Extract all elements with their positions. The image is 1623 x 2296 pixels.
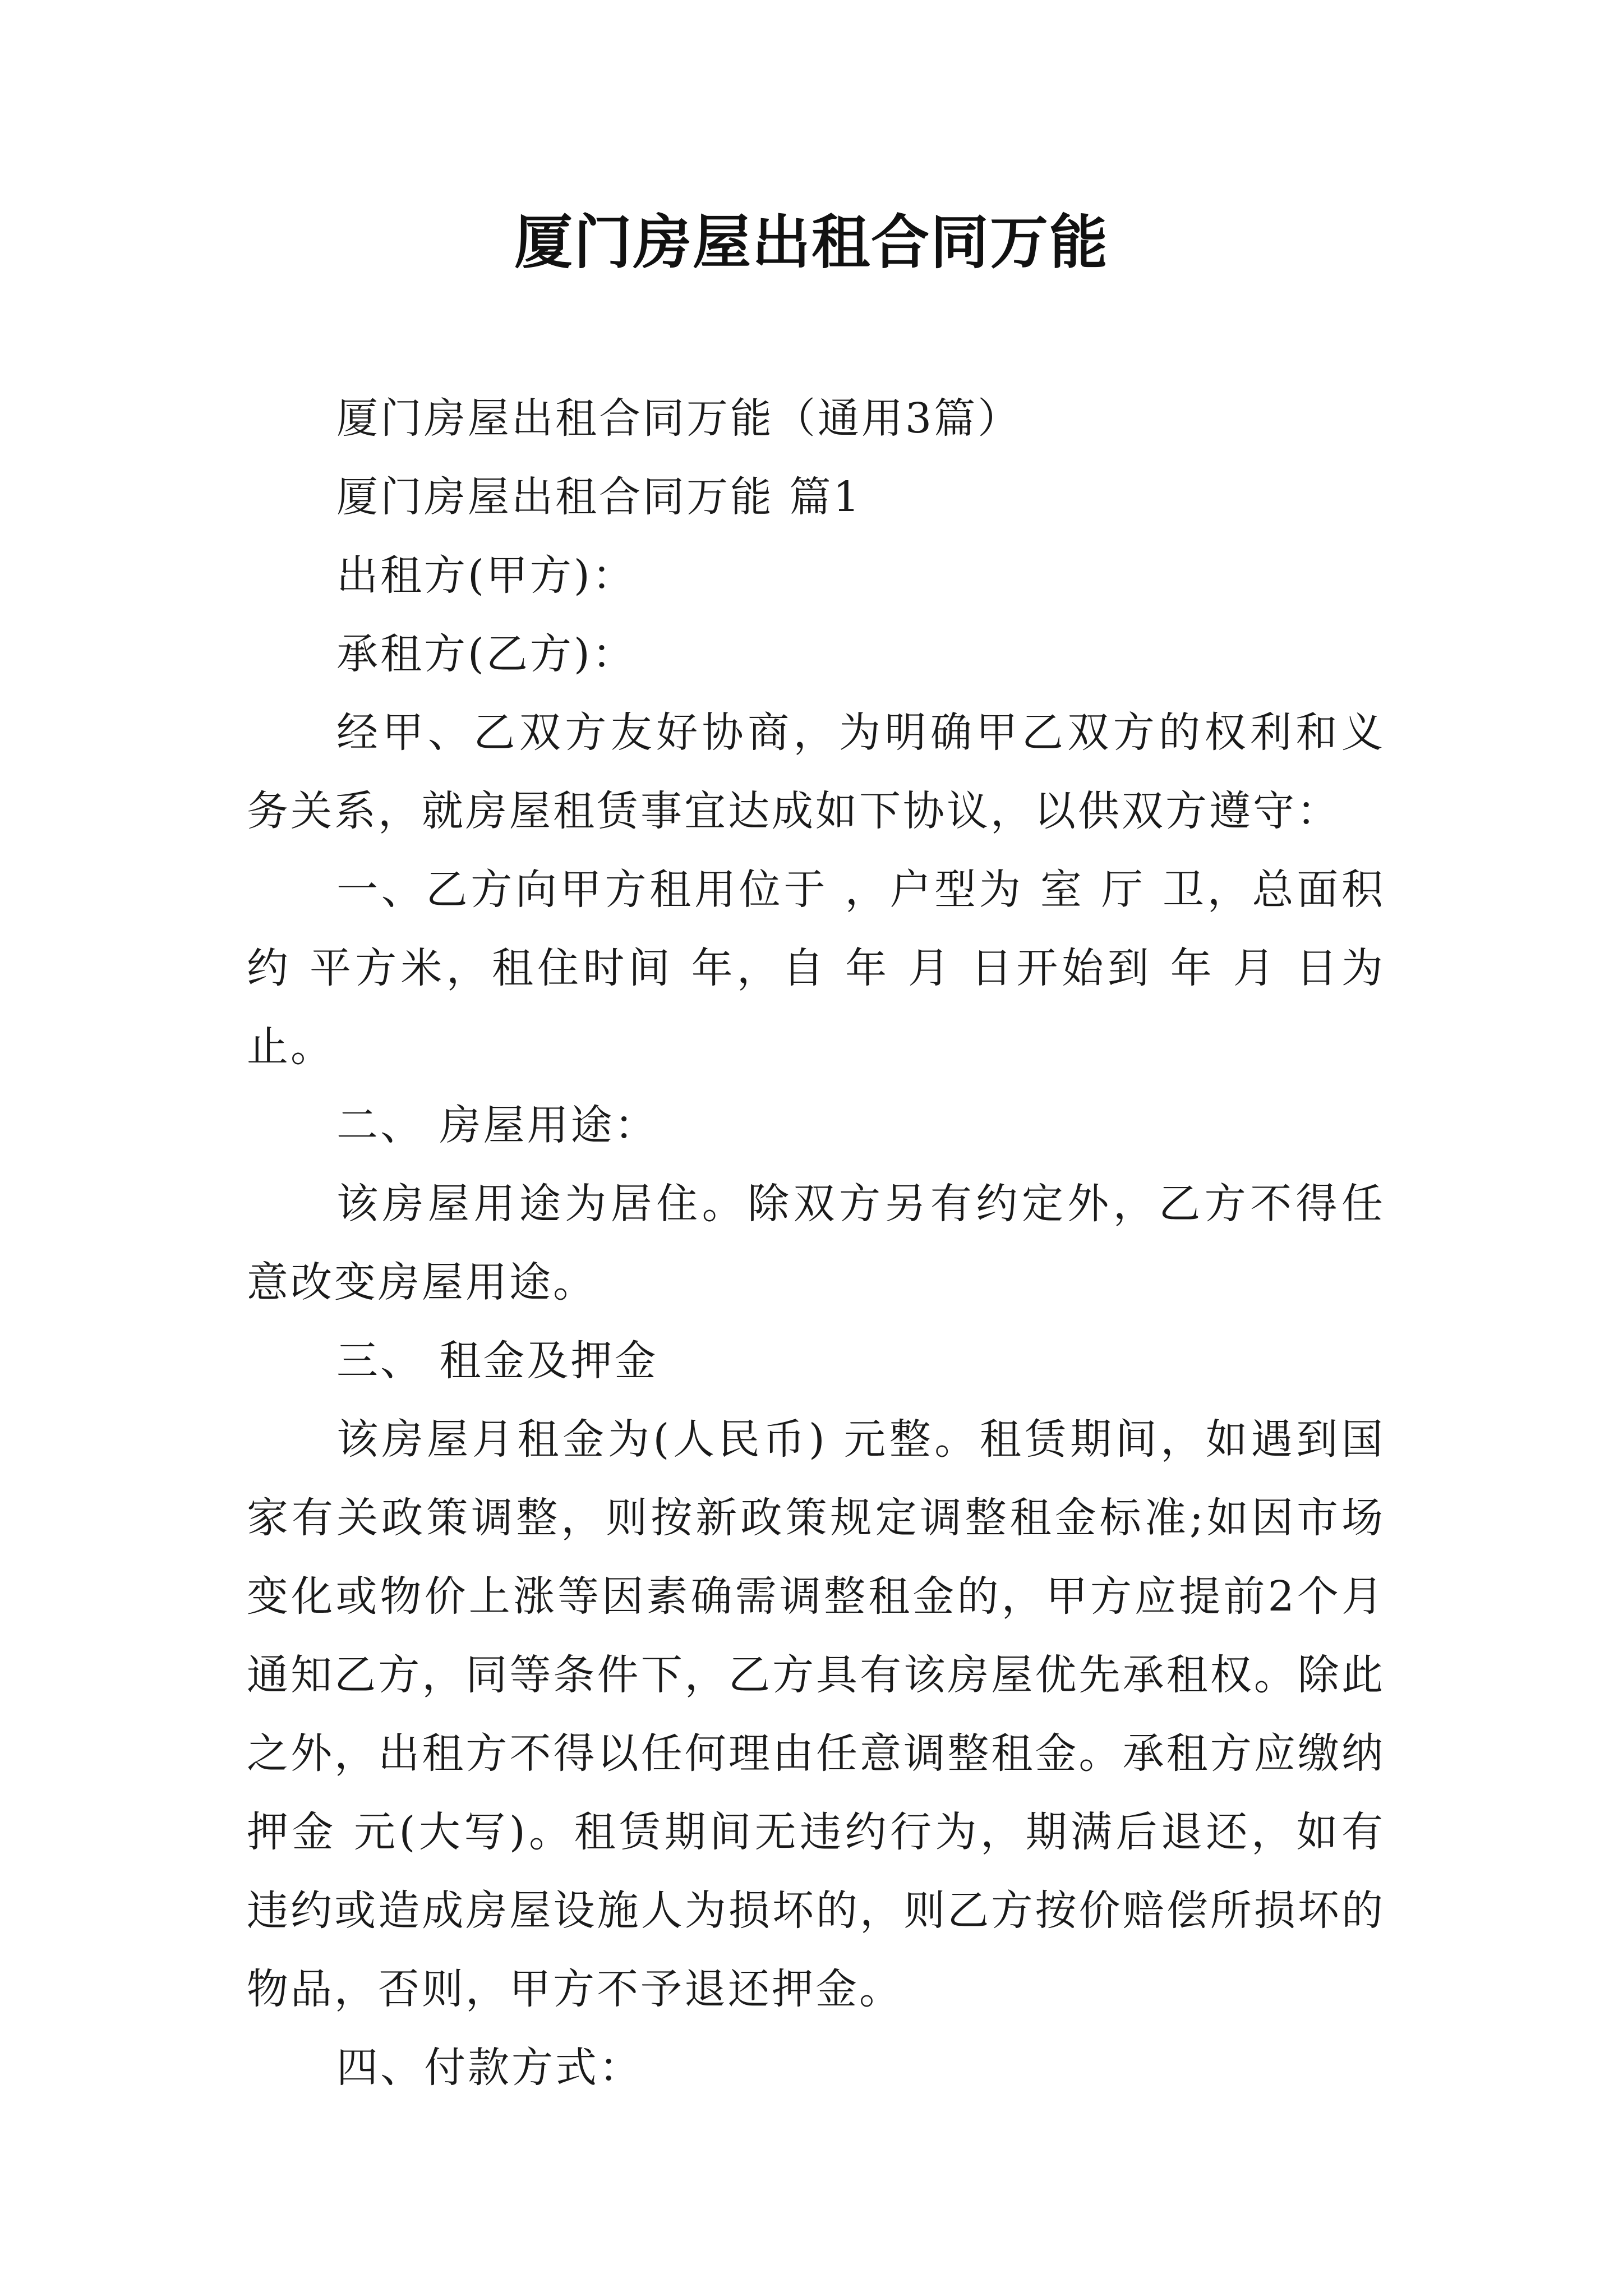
- paragraph-article-heading: 厦门房屋出租合同万能 篇1: [336, 473, 862, 521]
- paragraph-lessee: 承租方(乙方)：: [336, 630, 636, 678]
- paragraph-agreement-intro: 经甲、乙双方友好协商，为明确甲乙双方的权利和义务关系，就房屋租赁事宜达成如下协议，以供双方遵守：: [247, 708, 1385, 835]
- paragraph-clause-4-heading: 四、付款方式：: [336, 2044, 643, 2092]
- paragraph-clause-3-body: 该房屋月租金为(人民币) 元整。租赁期间，如遇到国家有关政策调整，则按新政策规定调整租金标准;如因市场变化或物价上涨等因素确需调整租金的，甲方应提前2个月通知乙方，同等条件下，乙方具有该房屋优先承租权。除此之外，出租方不得以任何理由任意调整租金。承租方应缴纳押金 元(大写)。租赁期间无违约行为，期满后退还，如有违约或造成房屋设施人为损坏的，则乙方按价赔偿所损坏的物品，否则，甲方不予退还押金。: [247, 1415, 1385, 2013]
- paragraph-collection-title: 厦门房屋出租合同万能（通用3篇）: [336, 394, 1022, 443]
- paragraph-clause-3-heading: 三、 租金及押金: [336, 1337, 658, 1385]
- document-body: [247, 379, 1385, 2107]
- paragraph-lessor: 出租方(甲方)：: [336, 551, 636, 600]
- paragraph-clause-2-heading: 二、 房屋用途：: [336, 1101, 658, 1149]
- paragraph-clause-2-body: 该房屋用途为居住。除双方另有约定外，乙方不得任意改变房屋用途。: [247, 1180, 1385, 1306]
- paragraph-clause-1: 一、乙方向甲方租用位于 ，户型为 室 厅 卫，总面积约 平方米，租住时间 年，自 年 月 日开始到 年 月 日为止。: [247, 866, 1385, 1071]
- document-title: 厦门房屋出租合同万能: [514, 208, 1109, 277]
